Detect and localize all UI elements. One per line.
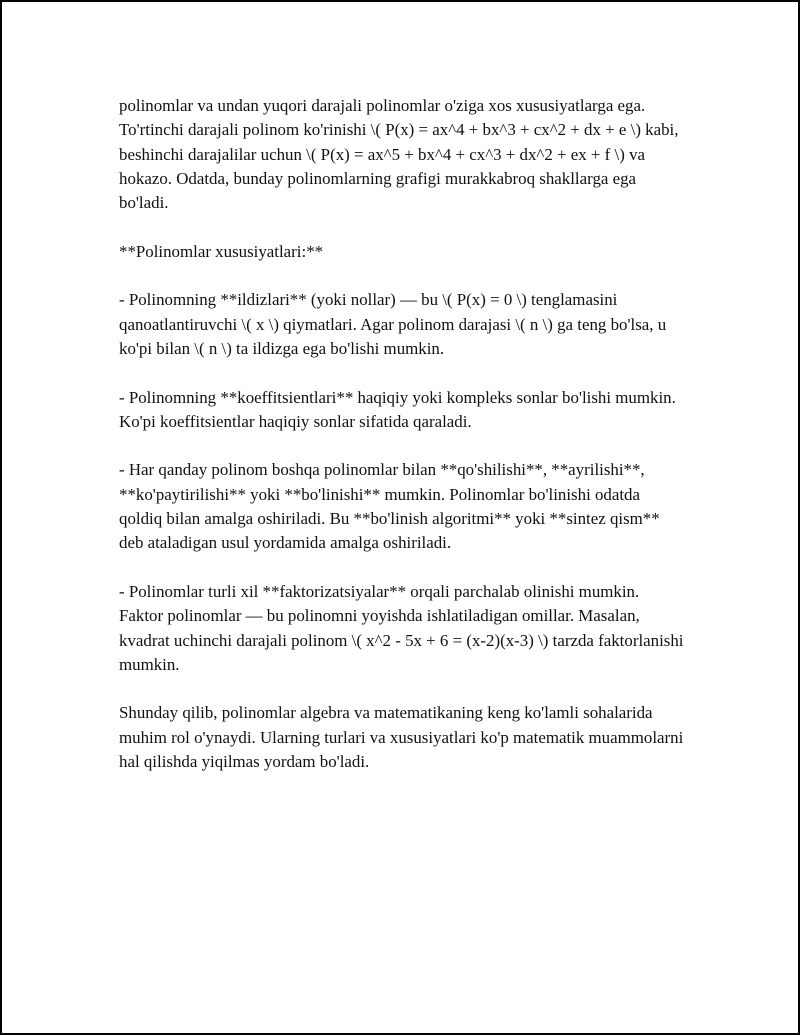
list-item-coefficients: - Polinomning **koeffitsientlari** haqiqiy yoki kompleks sonlar bo'lishi mumkin. Ko'pi koeffitsientlar haqiqiy sonlar sifatida qaraladi. <box>119 387 676 431</box>
section-heading-properties: **Polinomlar xususiyatlari:** <box>119 241 324 261</box>
document-body <box>119 94 687 799</box>
paragraph-intro: polinomlar va undan yuqori darajali polinomlar o'ziga xos xususiyatlarga ega. To'rtinchi darajali polinom ko'rinishi \( P(x) = ax^4 + bx^3 + cx^2 + dx + e \) kabi, beshinchi darajalilar uchun \( P(x) = ax^5 + bx^4 + cx^3 + dx^2 + ex + f \) va hokazo. Odatda, bunday polinomlarning grafigi murakkabroq shakllarga ega bo'ladi. <box>119 96 679 213</box>
list-item-roots: - Polinomning **ildizlari** (yoki nollar) — bu \( P(x) = 0 \) tenglamasini qanoatlantiruvchi \( x \) qiymatlari. Agar polinom darajasi \( n \) ga teng bo'lsa, u ko'pi bilan \( n \) ta ildizga ega bo'lishi mumkin. <box>119 290 667 358</box>
paragraph-conclusion: Shunday qilib, polinomlar algebra va matematikaning keng ko'lamli sohalarida muhim rol o'ynaydi. Ularning turlari va xususiyatlari ko'p matematik muammolarni hal qilishda yiqilmas yordam bo'ladi. <box>119 703 684 772</box>
list-item-operations: - Har qanday polinom boshqa polinomlar bilan **qo'shilishi**, **ayrilishi**, **ko'paytirilishi** yoki **bo'linishi** mumkin. Polinomlar bo'linishi odatda qoldiq bilan amalga oshiriladi. Bu **bo'linish algoritmi** yoki **sintez qism** deb ataladigan usul yordamida amalga oshiriladi. <box>119 460 660 553</box>
list-item-factorization: - Polinomlar turli xil **faktorizatsiyalar** orqali parchalab olinishi mumkin. Faktor polinomlar — bu polinomni yoyishda ishlatiladigan omillar. Masalan, kvadrat uchinchi darajali polinom \( x^2 - 5x + 6 = (x-2)(x-3) \) tarzda faktorlanishi mumkin. <box>119 581 684 674</box>
